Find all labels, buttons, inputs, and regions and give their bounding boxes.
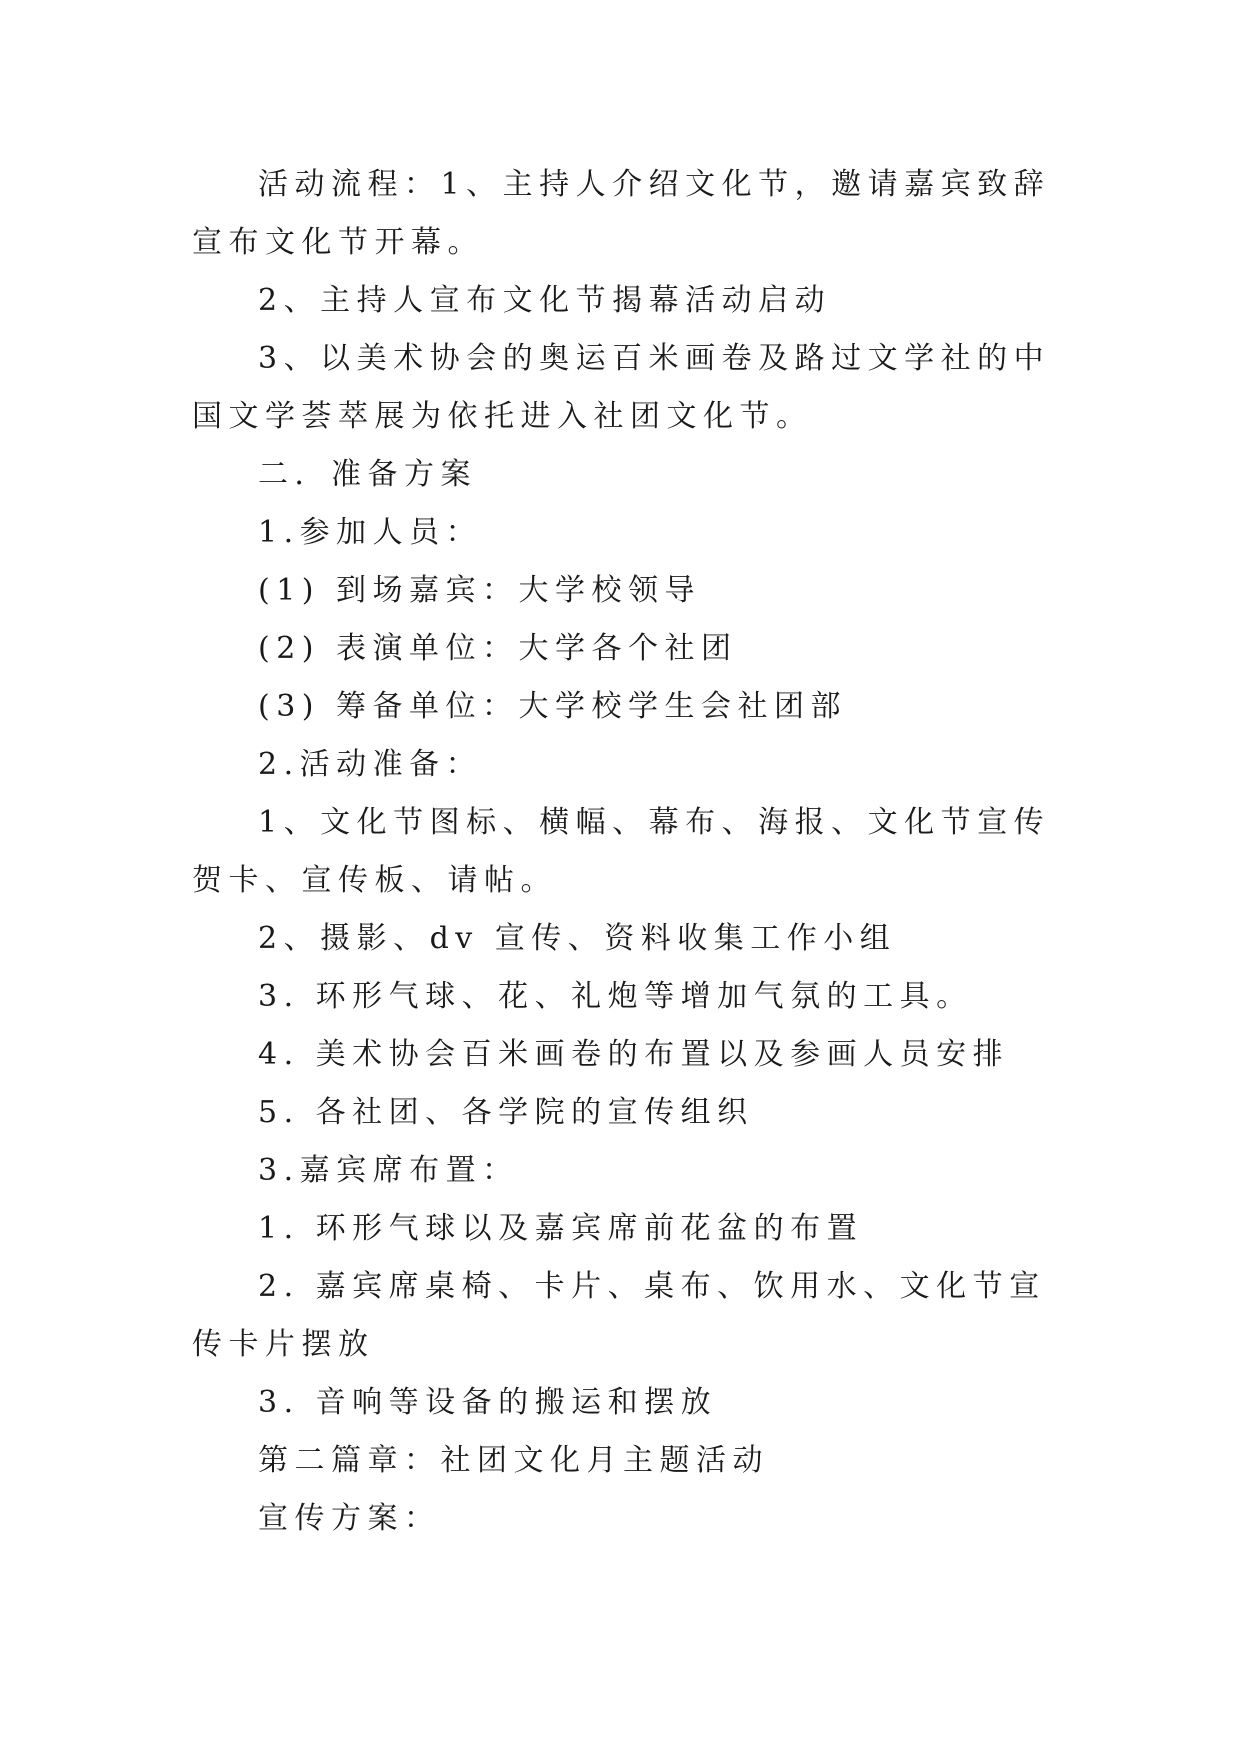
list-item-organizers: (3) 筹备单位：大学校学生会社团部 xyxy=(258,689,848,724)
list-item-seating-1: 1. 环形气球以及嘉宾席前花盆的布置 xyxy=(258,1211,864,1246)
paragraph-activity-flow: 活动流程：1、主持人介绍文化节，邀请嘉宾致辞宣布文化节开幕。 xyxy=(192,167,1051,260)
paragraph-flow-step-3: 3、以美术协会的奥运百米画卷及路过文学社的中国文学荟萃展为依托进入社团文化节。 xyxy=(192,341,1051,434)
list-item-seating-3: 3. 音响等设备的搬运和摆放 xyxy=(258,1385,718,1420)
subheading-guest-seating: 3.嘉宾席布置： xyxy=(258,1153,519,1188)
list-item-seating-2: 2. 嘉宾席桌椅、卡片、桌布、饮用水、文化节宣传卡片摆放 xyxy=(192,1269,1046,1362)
list-item-prep-2: 2、摄影、dv 宣传、资料收集工作小组 xyxy=(258,921,897,956)
list-item-prep-1: 1、文化节图标、横幅、幕布、海报、文化节宣传贺卡、宣传板、请帖。 xyxy=(192,805,1051,898)
section-heading-preparation: 二．准备方案 xyxy=(258,457,477,492)
document-body xyxy=(192,156,1072,1548)
list-item-guests: (1) 到场嘉宾：大学校领导 xyxy=(258,573,702,608)
list-item-performers: (2) 表演单位：大学各个社团 xyxy=(258,631,738,666)
list-item-prep-5: 5. 各社团、各学院的宣传组织 xyxy=(258,1095,754,1130)
subheading-activity-preparation: 2.活动准备： xyxy=(258,747,483,782)
list-item-prep-4: 4. 美术协会百米画卷的布置以及参画人员安排 xyxy=(258,1037,1010,1072)
paragraph-flow-step-2: 2、主持人宣布文化节揭幕活动启动 xyxy=(258,283,832,318)
list-item-prep-3: 3. 环形气球、花、礼炮等增加气氛的工具。 xyxy=(258,979,973,1014)
chapter-heading: 第二篇章：社团文化月主题活动 xyxy=(258,1443,769,1478)
subheading-participants: 1.参加人员： xyxy=(258,515,483,550)
subheading-promotion-plan: 宣传方案： xyxy=(258,1501,441,1536)
